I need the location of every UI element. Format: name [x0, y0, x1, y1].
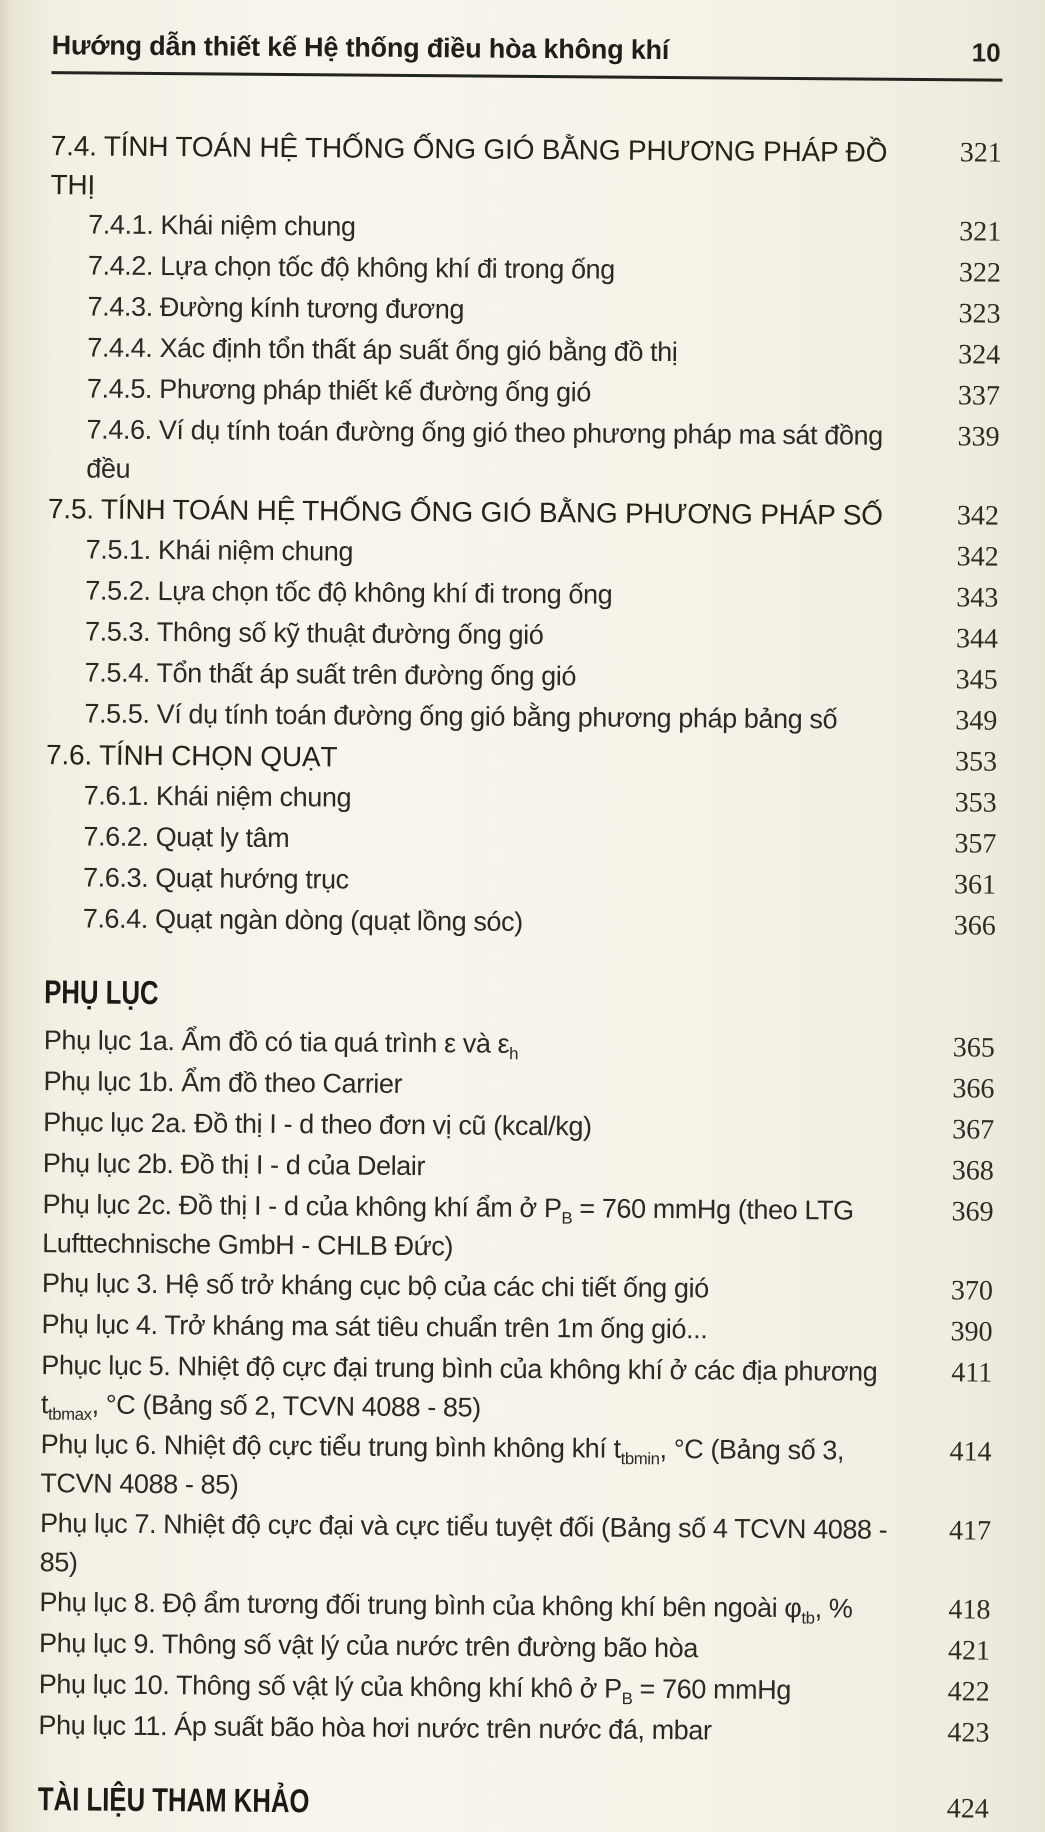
entry-page-number: 365 [952, 1032, 995, 1064]
toc-entry [47, 612, 998, 659]
toc-entry [50, 246, 1001, 293]
entry-page-number: 368 [951, 1155, 994, 1187]
entry-title: 7.6.1. Khái niệm chung [83, 780, 352, 813]
entry-title: 7.5.3. Thông số kỹ thuật đường ống gió [84, 616, 544, 651]
entry-page-number: 323 [958, 298, 1001, 330]
toc-entry [48, 489, 999, 536]
entry-page-number: 342 [956, 541, 999, 573]
entry-title: Phụ lục 9. Thông số vật lý của nước trên đường bão hòa [38, 1628, 699, 1664]
entry-page-number: 366 [952, 1073, 995, 1105]
page-number: 10 [971, 37, 1001, 68]
entry-title: 7.4. TÍNH TOÁN HỆ THỐNG ỐNG GIÓ BẰNG PHƯƠNG PHÁP ĐỒ THỊ [50, 130, 888, 201]
entry-title: 7.5.5. Ví dụ tính toán đường ống gió bằng phương pháp bảng số [84, 698, 838, 735]
toc-entry [42, 1185, 994, 1270]
entry-title: 7.6.4. Quạt ngàn dòng (quạt lồng sóc) [82, 903, 523, 937]
entry-page-number: 321 [959, 137, 1002, 169]
entry-page-number: 339 [957, 421, 1000, 453]
entry-title: 7.6. TÍNH CHỌN QUẠT [45, 739, 338, 773]
entry-page-number: 342 [956, 500, 1000, 532]
entry-page-number: 418 [948, 1594, 991, 1626]
toc-entry [48, 530, 999, 577]
entry-page-number: 344 [955, 623, 999, 655]
entry-page-number: 417 [948, 1515, 992, 1547]
entry-title: 7.4.1. Khái niệm chung [88, 209, 356, 242]
entry-title: Phụ lục 1b. Ẩm đồ theo Carrier [43, 1066, 403, 1099]
entry-title: Phụ lục 7. Nhiệt độ cực đại và cực tiểu tuyệt đối (Bảng số 4 TCVN 4088 - 85) [39, 1508, 888, 1578]
entry-page-number: 421 [947, 1635, 991, 1667]
entry-title: Phụ lục 6. Nhiệt độ cực tiểu trung bình không khí $t_{tbmin}$, °C (Bảng số 3, TCVN 4088 - 85) [40, 1429, 845, 1500]
toc-entry [49, 369, 1000, 416]
toc-entry [45, 899, 996, 946]
entry-page-number: 366 [953, 910, 996, 942]
toc-entry [45, 817, 996, 864]
references-heading [38, 1780, 917, 1825]
entry-title: 7.4.3. Đường kính tương đương [87, 291, 465, 325]
toc-entry [39, 1665, 990, 1712]
entry-title: Phục lục 5. Nhiệt độ cực đại trung bình của không khí ở các địa phương $t_{tbmax}$, °C (Bảng số 2, TCVN 4088 - 85) [40, 1350, 878, 1424]
entry-title: 7.5. TÍNH TOÁN HỆ THỐNG ỐNG GIÓ BẰNG PHƯƠNG PHÁP SỐ [47, 493, 883, 531]
book-title: Hướng dẫn thiết kế Hệ thống điều hòa không khí [51, 30, 670, 66]
entry-title: 7.4.4. Xác định tổn thất áp suất ống gió bằng đồ thị [87, 332, 678, 368]
toc-entry [46, 735, 997, 782]
entry-title: 7.5.4. Tổn thất áp suất trên đường ống gió [84, 657, 577, 692]
entry-title: Phụ lục 4. Trở kháng ma sát tiêu chuẩn trên 1m ống gió... [41, 1309, 708, 1345]
entry-page-number: 423 [947, 1717, 990, 1749]
toc-entry [43, 1144, 994, 1191]
entry-page-number: 324 [958, 339, 1001, 371]
entry-page-number: 390 [950, 1316, 993, 1348]
toc-entry [40, 1504, 992, 1589]
entry-title: 7.4.2. Lựa chọn tốc độ không khí đi trong ống [87, 250, 615, 285]
entry-page-number: 361 [953, 869, 997, 901]
entry-title: 7.6.2. Quạt ly tâm [83, 821, 290, 854]
toc-entry [41, 1305, 992, 1352]
toc-entry [43, 1103, 994, 1150]
entry-page-number: 369 [951, 1196, 994, 1228]
toc-entry [38, 1706, 989, 1753]
toc-entry [50, 205, 1001, 252]
entry-page-number: 370 [950, 1275, 994, 1307]
entry-page-number: 321 [959, 216, 1002, 248]
entry-title: Phụ lục 2c. Đồ thị I - d của không khí ẩm ở $P_B = 760$ mmHg (theo LTG Lufttechnische GmbH - CHLB Đức) [42, 1189, 854, 1262]
entry-page-number: 353 [954, 787, 997, 819]
entry-title: 7.5.1. Khái niệm chung [85, 534, 354, 567]
appendix-heading-label: PHỤ LỤC [44, 973, 159, 1012]
references-page-number: 424 [946, 1793, 989, 1825]
entry-title: 7.5.2. Lựa chọn tốc độ không khí đi trong ống [85, 575, 613, 610]
entry-page-number: 367 [952, 1114, 995, 1146]
entry-page-number: 349 [955, 705, 998, 737]
toc-entry [39, 1583, 990, 1630]
toc-entry [46, 776, 997, 823]
entry-page-number: 353 [954, 746, 998, 778]
entry-title: Phục lục 2a. Đồ thị I - d theo đơn vị cũ (kcal/kg) [43, 1107, 592, 1142]
entry-title: Phụ lục 2b. Đồ thị I - d của Delair [42, 1148, 426, 1182]
toc-entry [40, 1425, 992, 1510]
toc-entry [47, 571, 998, 618]
entry-page-number: 337 [957, 380, 1001, 412]
toc-entry [45, 858, 996, 905]
toc-entry [48, 410, 1000, 495]
entry-title: Phụ lục 3. Hệ số trở kháng cục bộ của các chi tiết ống gió [41, 1268, 709, 1304]
entry-page-number: 322 [958, 257, 1002, 289]
toc-entry [46, 694, 997, 741]
entry-page-number: 414 [949, 1436, 992, 1468]
running-header [52, 30, 1003, 68]
entry-title: 7.4.6. Ví dụ tính toán đường ống gió theo phương pháp ma sát đồng đều [86, 414, 883, 484]
toc-entry [43, 1062, 994, 1109]
entry-page-number: 411 [951, 1357, 993, 1389]
toc-list [45, 126, 1002, 946]
entry-page-number: 357 [954, 828, 997, 860]
header-rule [51, 71, 1002, 81]
entry-title: Phụ lục 11. Áp suất bão hòa hơi nước trên nước đá, mbar [38, 1710, 712, 1746]
toc-entry [39, 1624, 990, 1671]
toc-entry [50, 126, 1002, 211]
entry-page-number: 422 [947, 1676, 990, 1708]
entry-title: Phụ lục 10. Thông số vật lý của không khí khô ở $P_B = 760$ mmHg [38, 1669, 792, 1709]
appendix-heading [44, 973, 995, 1018]
entry-title: Phụ lục 1a. Ẩm đồ có tia quá trình ε và $\varepsilon_h$ [43, 1025, 519, 1064]
toc-entry [49, 328, 1000, 375]
entry-title: 7.4.5. Phương pháp thiết kế đường ống gió [86, 373, 592, 408]
toc-entry [47, 653, 998, 700]
entry-title: 7.6.3. Quạt hướng trục [82, 862, 349, 895]
toc-entry [42, 1264, 993, 1311]
entry-page-number: 343 [956, 582, 999, 614]
references-heading-label: TÀI LIỆU THAM KHẢO [37, 1780, 310, 1820]
entry-page-number: 345 [955, 664, 998, 696]
references-row [38, 1780, 989, 1831]
toc-entry [41, 1346, 993, 1431]
toc-entry [44, 1021, 995, 1068]
toc-entry [49, 287, 1000, 334]
appendix-list [38, 1021, 995, 1753]
entry-title: Phụ lục 8. Độ ẩm tương đối trung bình của không khí bên ngoài $\varphi_{tb}$, % [39, 1587, 853, 1628]
